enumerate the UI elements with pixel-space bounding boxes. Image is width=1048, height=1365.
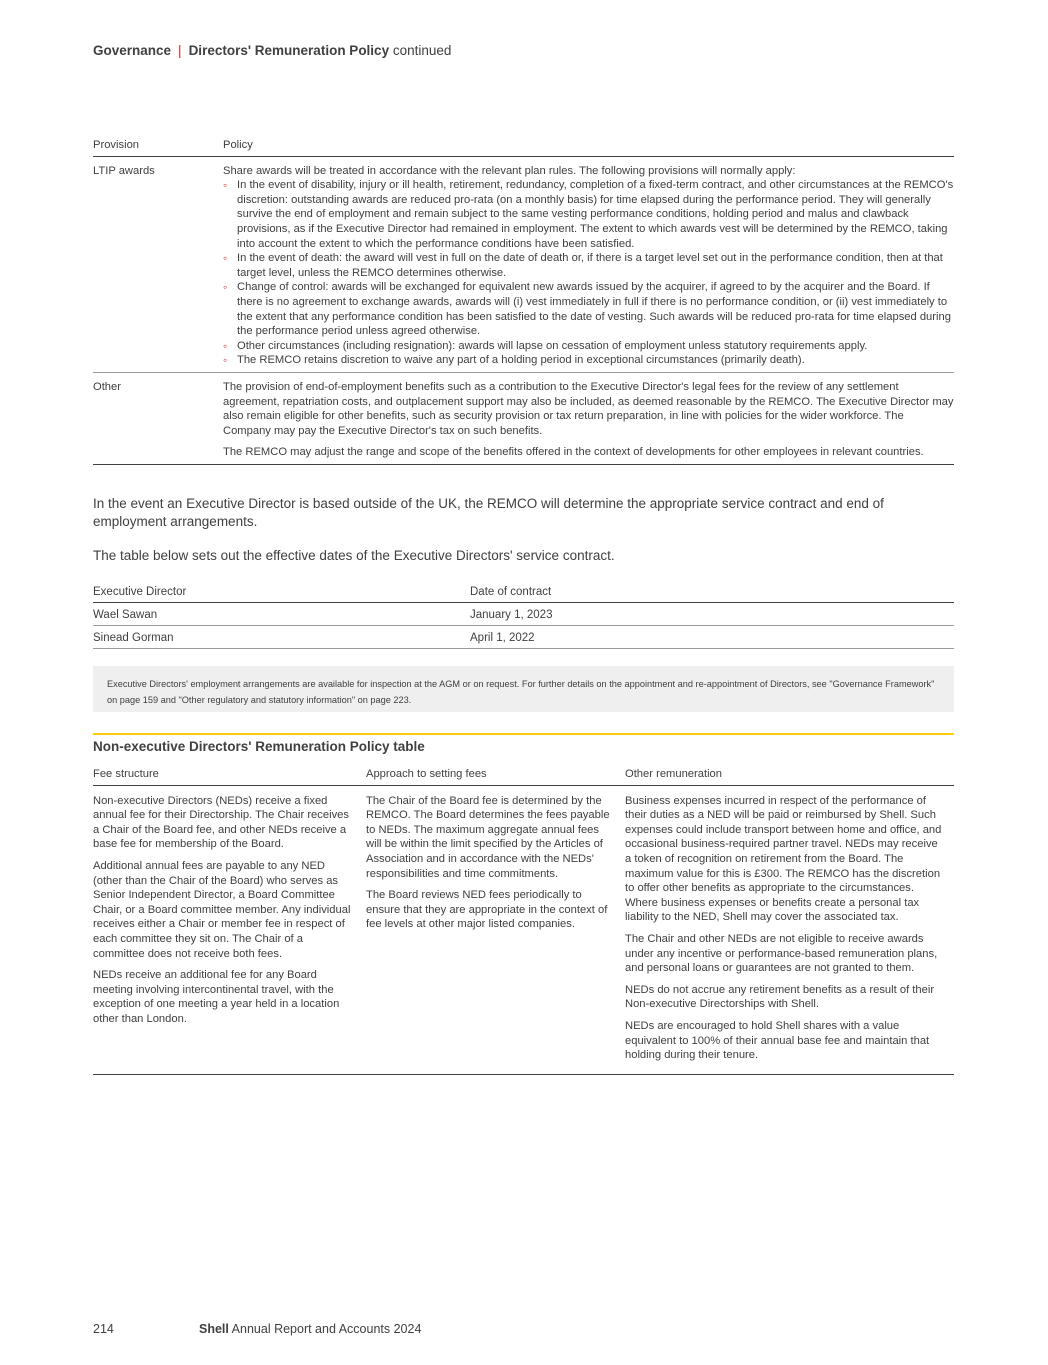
footer-brand xyxy=(199,1322,421,1336)
provision-policy-ltip xyxy=(223,156,954,372)
other-paragraph: The provision of end-of-employment benefits such as a contribution to the Executive Director's legal fees for the review of any settlement agreement, repatriation costs, and outplacement support may also be included, as deemed reasonable by the REMCO. The Executive Director may also remain eligible for other benefits, such as security provision or tax return preparation, in line with policies for the wider workforce. The Company may pay the Executive Director's tax on such benefits. xyxy=(223,380,954,437)
other-remuneration-paragraph: NEDs are encouraged to hold Shell shares with a value equivalent to 100% of their annual base fee and maintain that holding during their tenure. xyxy=(625,1019,930,1062)
other-remuneration-cell xyxy=(625,785,954,1074)
list-item: ◦ Other circumstances (including resignation): awards will lapse on cessation of employment unless statutory requirements apply. xyxy=(237,339,954,354)
section-divider xyxy=(93,733,954,735)
list-item: ◦ In the event of disability, injury or ill health, retirement, redundancy, completion of a fixed-term contract, and other circumstances at the REMCO's discretion: outstanding awards are reduced pro-rata (on a monthly basis) for time elapsed during the performance period. They will generally survive the end of employment and remain subject to the same vesting performance conditions, holding period and malus and clawback provisions, as if the Executive Director had remained in employment. The extent to which awards vest will be determined by the REMCO, taking into account the extent to which the performance conditions have been satisfied. xyxy=(237,178,954,251)
fee-structure-paragraph: Non-executive Directors (NEDs) receive a fixed annual fee for their Directorship. The Chair receives a Chair of the Board fee, and other NEDs receive a base fee for membership of the Board. xyxy=(93,794,349,851)
provision-label-other: Other xyxy=(93,372,223,464)
table-row xyxy=(93,603,954,626)
approach-paragraph: The Board reviews NED fees periodically to ensure that they are appropriate in the context of fee levels at other major listed companies. xyxy=(366,889,608,931)
fee-structure-paragraph: NEDs receive an additional fee for any Board meeting involving intercontinental travel, with the exception of one meeting a year held in a location other than London. xyxy=(93,969,340,1025)
table-row xyxy=(93,626,954,649)
body-paragraph-outside-uk: In the event an Executive Director is based outside of the UK, the REMCO will determine the appropriate service contract and end of employment arrangements. xyxy=(93,496,884,529)
ned-header-approach: Approach to setting fees xyxy=(366,765,625,785)
fee-structure-paragraph: Additional annual fees are payable to any NED (other than the Chair of the Board) who serves as Senior Independent Director, a Board Committee Chair, or a Board committee member. Any individual receives either a Chair or member fee in respect of each committee they sit on. The Chair of a committee does not receive both fees. xyxy=(93,859,351,960)
list-item: ◦ Change of control: awards will be exchanged for equivalent new awards issued by the acquirer, if agreed to by the acquirer and the Board. If there is no agreement to exchange awards, awards will (i) vest immediately in full if there is no performance condition, or (ii) vest immediately to the extent that any performance condition has been satisfied to the date of vesting. Such awards will be reduced pro-rata for time elapsed during the performance period unless agreed otherwise. xyxy=(237,280,954,338)
director-name: Sinead Gorman xyxy=(93,626,470,649)
contracts-table xyxy=(93,583,954,649)
footer-report-title: Annual Report and Accounts 2024 xyxy=(231,1322,422,1336)
list-item: ◦ In the event of death: the award will vest in full on the date of death or, if there is a target level set out in the performance condition, then at that target level, unless the REMCO determines otherwise. xyxy=(237,251,954,280)
other-remuneration-paragraph: The Chair and other NEDs are not eligible to receive awards under any incentive or performance-based remuneration plans, and personal loans or guarantees are not granted to them. xyxy=(625,932,938,975)
provision-label-ltip: LTIP awards xyxy=(93,156,223,372)
table-row xyxy=(93,156,954,372)
provisions-header-policy: Policy xyxy=(223,136,954,156)
fee-structure-cell xyxy=(93,785,366,1074)
ned-policy-table xyxy=(93,765,954,1075)
note-text: Executive Directors' employment arrangements are available for inspection at the AGM or on request. For further details on the appointment and re-appointment of Directors, see "Governance Framework" on page 159 and "Other regulatory and statutory information" on page 223. xyxy=(107,679,935,705)
contracts-header-director: Executive Director xyxy=(93,583,470,603)
page-header xyxy=(93,43,451,58)
ned-header-other: Other remuneration xyxy=(625,765,954,785)
contracts-header-date: Date of contract xyxy=(470,583,954,603)
header-title: Directors' Remuneration Policy xyxy=(188,43,390,58)
header-section: Governance xyxy=(93,43,172,58)
list-item: ◦ The REMCO retains discretion to waive any part of a holding period in exceptional circumstances (primarily death). xyxy=(237,353,954,368)
note-box xyxy=(93,666,954,712)
ned-section-title: Non-executive Directors' Remuneration Policy table xyxy=(93,739,425,754)
approach-paragraph: The Chair of the Board fee is determined by the REMCO. The Board determines the fees payable to NEDs. The maximum aggregate annual fees will be within the limit specified by the Articles of Association and in accordance with the NEDs' responsibilities and time commitments. xyxy=(366,794,610,880)
approach-cell xyxy=(366,785,625,1074)
provision-policy-other xyxy=(223,372,954,464)
ned-header-fee-structure: Fee structure xyxy=(93,765,366,785)
header-separator: | xyxy=(178,43,182,58)
director-name: Wael Sawan xyxy=(93,603,470,626)
contract-date: April 1, 2022 xyxy=(470,626,954,649)
contract-date: January 1, 2023 xyxy=(470,603,954,626)
other-remuneration-paragraph: Business expenses incurred in respect of the performance of their duties as a NED will be paid or reimbursed by Shell. Such expenses could include transport between home and office, and occasional business-required partner travel. NEDs may receive a token of recognition on retirement from the Board. The maximum value for this is £300. The REMCO has the discretion to offer other benefits as appropriate to the circumstances. Where business expenses or benefits create a personal tax liability to the NED, Shell may cover the associated tax. xyxy=(625,794,942,924)
provisions-header-provision: Provision xyxy=(93,136,223,156)
other-remuneration-paragraph: NEDs do not accrue any retirement benefits as a result of their Non-executive Directorships with Shell. xyxy=(625,983,935,1011)
provisions-table xyxy=(93,136,954,465)
ltip-bullet-list xyxy=(223,178,954,368)
footer-brand-name: Shell xyxy=(199,1322,229,1336)
header-suffix: continued xyxy=(392,43,452,58)
body-paragraph-contract-intro: The table below sets out the effective dates of the Executive Directors' service contract. xyxy=(93,548,615,563)
page-number: 214 xyxy=(93,1322,114,1336)
table-row xyxy=(93,372,954,464)
other-paragraph: The REMCO may adjust the range and scope of the benefits offered in the context of developments for other employees in relevant countries. xyxy=(223,446,924,459)
table-row xyxy=(93,785,954,1074)
ltip-intro: Share awards will be treated in accordance with the relevant plan rules. The following provisions will normally apply: xyxy=(223,164,796,177)
